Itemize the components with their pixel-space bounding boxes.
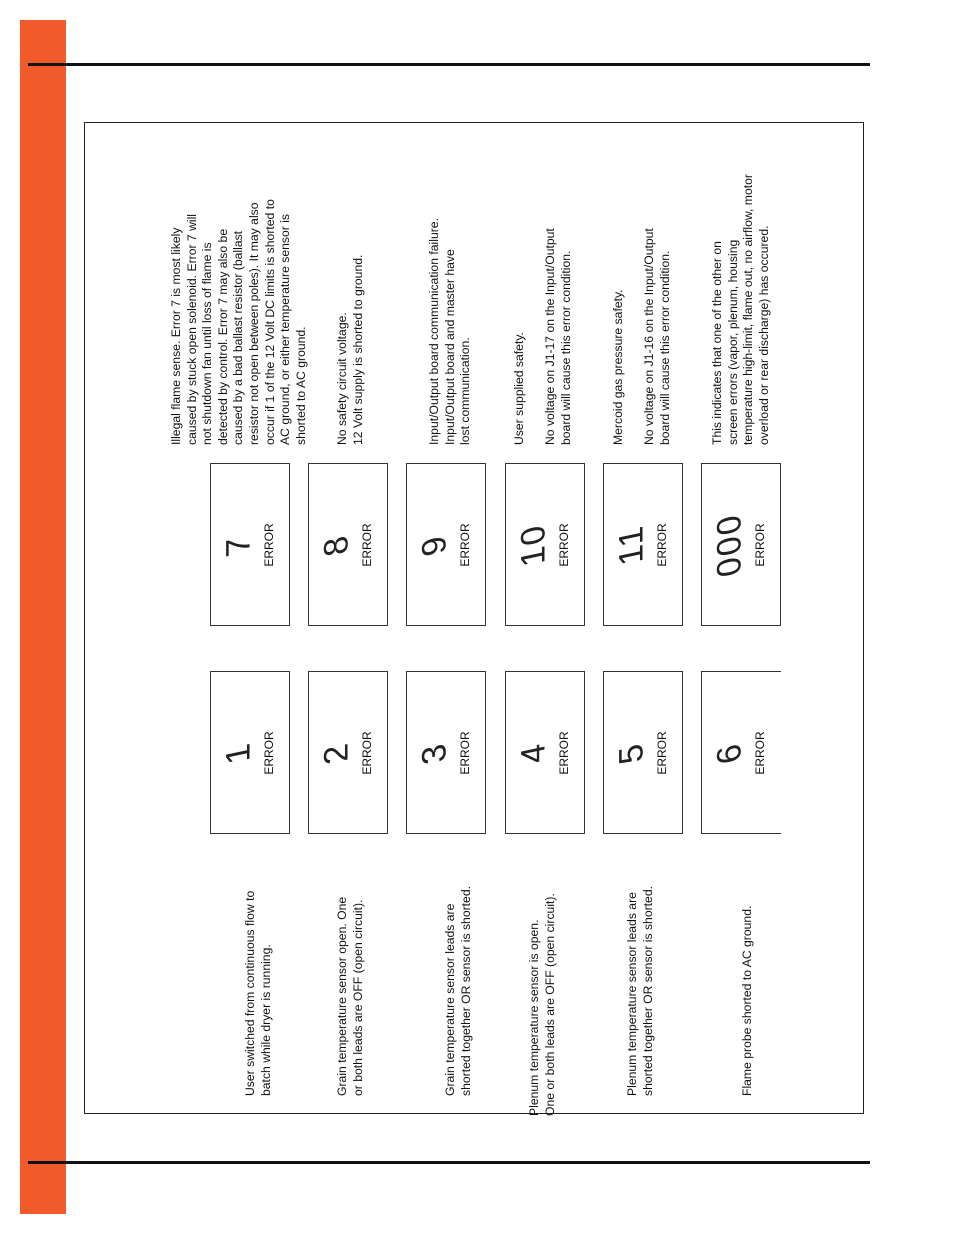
error-code-digit: 000 xyxy=(710,509,749,581)
error-label: ERROR xyxy=(655,730,669,775)
error-11-description: Mercoid gas pressure safety. No voltage on J1-16 on the Input/Output board will cause this error condition. xyxy=(611,228,672,445)
error-3-display xyxy=(406,671,486,834)
error-code-digit: 2 xyxy=(317,738,356,768)
error-000-display xyxy=(701,463,781,626)
error-2-display xyxy=(308,671,388,834)
error-1-display xyxy=(210,671,290,834)
error-7-display xyxy=(210,463,290,626)
error-8-display xyxy=(308,463,388,626)
error-label: ERROR xyxy=(360,522,374,567)
error-code-digit: 9 xyxy=(415,530,454,560)
error-label: ERROR xyxy=(753,522,767,567)
error-code-digit: 10 xyxy=(514,519,553,570)
error-label: ERROR xyxy=(458,522,472,567)
error-3-description: Grain temperature sensor leads are shorted together OR sensor is shorted. xyxy=(443,885,473,1096)
error-4-description: Plenum temperature sensor is open. One or both leads are OFF (open circuit). xyxy=(527,893,557,1116)
error-label: ERROR xyxy=(262,730,276,775)
error-label: ERROR xyxy=(557,730,571,775)
error-code-digit: 5 xyxy=(612,738,651,768)
error-5-display xyxy=(603,671,683,834)
error-label: ERROR xyxy=(557,522,571,567)
header-rule xyxy=(28,63,870,66)
error-10-description: User supplied safety. No voltage on J1-17 on the Input/Output board will cause this error condition. xyxy=(512,228,573,445)
error-code-digit: 4 xyxy=(514,738,553,768)
error-label: ERROR xyxy=(753,730,767,775)
error-label: ERROR xyxy=(655,522,669,567)
error-label: ERROR xyxy=(458,730,472,775)
error-label: ERROR xyxy=(360,730,374,775)
error-code-digit: 6 xyxy=(710,738,749,768)
error-code-digit: 11 xyxy=(612,520,651,569)
error-code-digit: 3 xyxy=(415,738,454,768)
error-7-description: Illegal flame sense. Error 7 is most likely caused by stuck open solenoid. Error 7 will not shutdown fan until loss of flame is detected by control. Error 7 may also be caused by a bad ballast resistor (ballast resistor not open between poles). It may also occur if 1 of the 12 Volt DC limits is shorted to AC ground, or either temperature sensor is shorted to AC ground. xyxy=(169,199,308,445)
footer-rule xyxy=(28,1161,870,1164)
error-code-digit: 7 xyxy=(219,530,258,560)
error-1-description: User switched from continuous flow to batch while dryer is running. xyxy=(243,890,273,1096)
error-code-digit: 1 xyxy=(219,738,258,768)
chapter-color-bar xyxy=(20,20,66,1214)
error-6-display xyxy=(701,671,781,834)
error-10-display xyxy=(505,463,585,626)
error-2-description: Grain temperature sensor open. One or both leads are OFF (open circuit). xyxy=(335,896,365,1096)
error-000-description: This indicates that one of the other on screen errors (vapor, plenum, housing temperature high-limit, flame out, no airflow, motor overload or rear discharge) has occured. xyxy=(710,174,771,445)
error-11-display xyxy=(603,463,683,626)
error-5-description: Plenum temperature sensor leads are shorted together OR sensor is shorted. xyxy=(625,885,655,1096)
error-6-description: Flame probe shorted to AC ground. xyxy=(740,905,754,1096)
error-code-digit: 8 xyxy=(317,530,356,560)
error-9-display xyxy=(406,463,486,626)
error-9-description: Input/Output board communication failure. Input/Output board and master have lost communication. xyxy=(427,218,473,445)
error-8-description: No safety circuit voltage. 12 Volt supply is shorted to ground. xyxy=(335,254,365,445)
error-label: ERROR xyxy=(262,522,276,567)
error-4-display xyxy=(505,671,585,834)
